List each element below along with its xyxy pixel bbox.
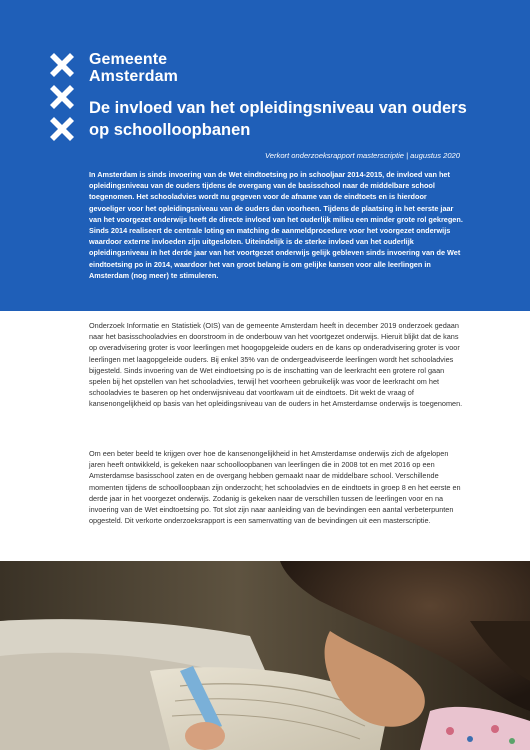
cross-icon: [49, 52, 75, 78]
cross-icon: [49, 116, 75, 142]
body-paragraph-1: Onderzoek Informatie en Statistiek (OIS) van de gemeente Amsterdam heeft in december 2019 onderzoek gedaan naar het basisschooladvies en doorstroom in de onderbouw van het voortgezet onderwijs. Hieruit blijkt dat de kans op overadvisering groter is voor leerlingen met hoogopgeleide ouders en de kans op onderadvisering groter is voor leerlingen met laagopgeleide ouders. Bij enkel 35% van de ondergeadviseerde leerlingen wordt het schooladvies bijgesteld. Sinds invoering van de Wet eindtoetsing po is de inschatting van de leerkracht een grotere rol gaan spelen bij het opstellen van het schooladvies, terwijl het voorheen gebruikelijk was voor de leerkracht om het schooladvies te baseren op het onderwijsniveau dat voortkwam uit de eindtoets. Dit wekt de vraag of kansenongelijkheid op basis van het opleidingsniveau van de ouders in het Amsterdamse onderwijs is toegenomen.: [89, 321, 463, 409]
cross-icon: [49, 84, 75, 110]
page-title: De invloed van het opleidingsniveau van ouders op schoolloopbanen: [89, 99, 467, 139]
intro-paragraph: In Amsterdam is sinds invoering van de Wet eindtoetsing po in schooljaar 2014-2015, de invloed van het opleidingsniveau van de ouders tijdens de overgang van de basisschool naar de middelbare school toegenomen. Het schooladvies wordt nu gegeven voor de afname van de eindtoets en is hierdoor gevoeliger voor het opleidingsniveau van de ouders dan voorheen. Tijdens de plaatsing in het eerste jaar van het voorgezet onderwijs heeft de directe invloed van het ouderlijk milieu een minder grote rol gekregen. Sinds 2014 realiseert de centrale loting en matching de aanmeldprocedure voor het voorgezet onderwijs waardoor externe invloeden zijn uitgesloten. Uiteindelijk is de sterke invloed van het ouderlijk opleidingsniveau in het derde jaar van het voortgezet onderwijs gelijk gebleven sinds invoering van de Wet eindtoetsing po in 2014, waardoor het van groot belang is om gelijke kansen voor alle leerlingen in Amsterdam (nog meer) te stimuleren.: [89, 170, 463, 280]
report-subtitle: Verkort onderzoeksrapport masterscriptie | augustus 2020: [264, 151, 460, 160]
header-banner: [0, 0, 530, 311]
brand-line2: Amsterdam: [89, 68, 178, 85]
body-paragraph-2: Om een beter beeld te krijgen over hoe de kansenongelijkheid in het Amsterdamse onderwijs zich de afgelopen jaren heeft ontwikkeld, is gekeken naar schoolloopbanen van leerlingen die in 2008 tot en met 2016 op een Amsterdamse basisschool zaten en de overgang hebben gemaakt naar de middelbare school. Verschillende momenten tijdens de schoolloopbaan zijn onderzocht; het schooladvies en de eindtoets in groep 8 en het eerste en derde jaar in het voorgezet onderwijs. Zodanig is gekeken naar de verschillen tussen de leerlingen voor en na invoering van de Wet eindtoetsing po. Tot slot zijn naar aanleiding van de bevindingen een aantal verbeterpunten opgesteld. Dit verkorte onderzoeksrapport is een samenvatting van de bevindingen uit een masterscriptie.: [89, 449, 461, 526]
brand-line1: Gemeente: [89, 51, 168, 68]
brand-name: [89, 51, 178, 85]
amsterdam-crosses-logo: [49, 52, 75, 148]
child-reading-photo: [0, 561, 530, 750]
